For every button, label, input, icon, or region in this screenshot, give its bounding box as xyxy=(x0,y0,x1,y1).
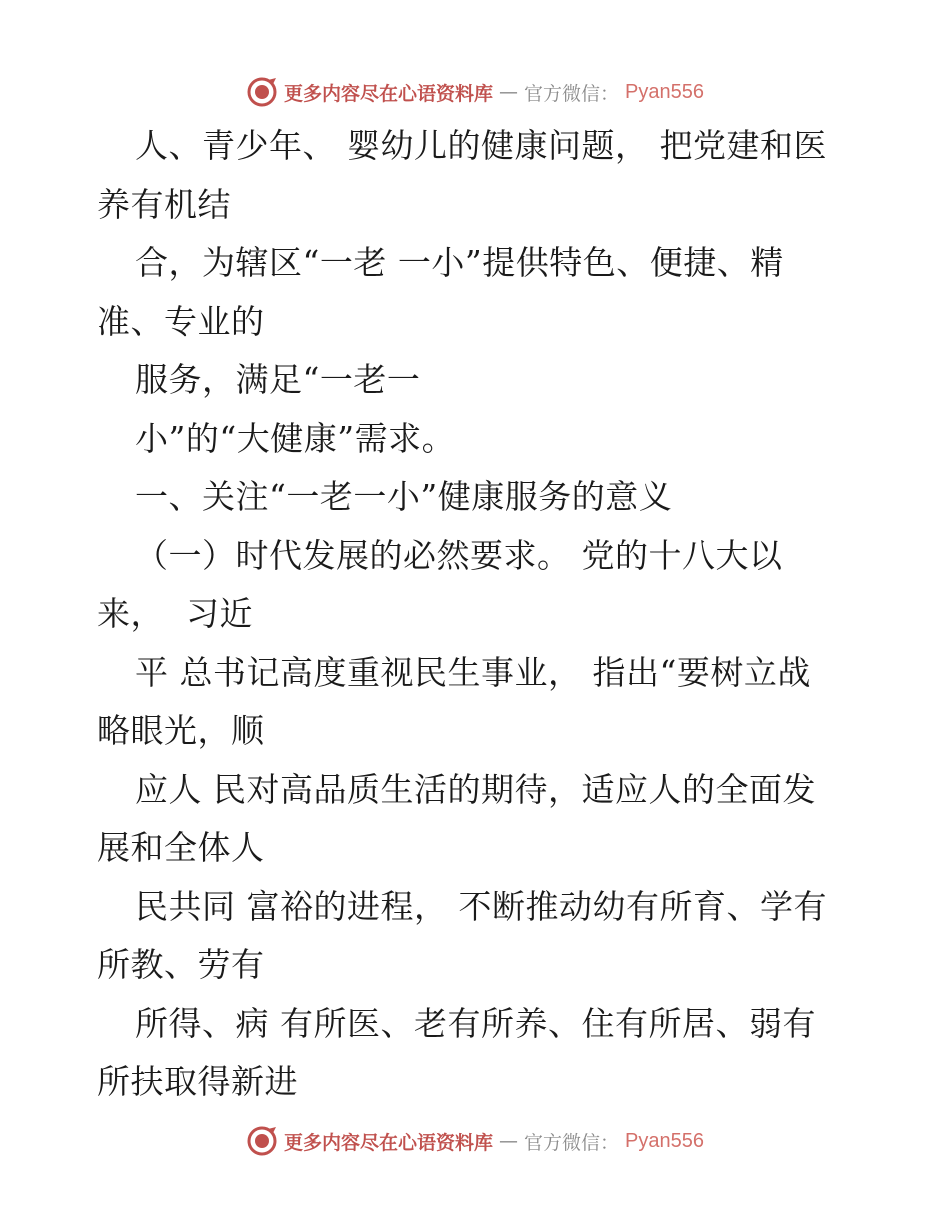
body-text-line: 小”的“大健康”需求。 xyxy=(135,418,456,458)
body-text-line: 展和全体人 xyxy=(97,828,265,867)
body-text-line: 略眼光，顺 xyxy=(97,711,265,750)
watermark-wechat-label: 官方微信： xyxy=(524,1131,620,1154)
body-text-line: 来， 习近 xyxy=(97,594,253,633)
body-text-line: 所扶取得新进 xyxy=(97,1062,298,1101)
body-text-line: （一）时代发展的必然要求。 党的十八大以 xyxy=(135,535,783,575)
body-text-line: 平 总书记高度重视民生事业， 指出“要树立战 xyxy=(135,652,811,692)
body-text-line: 服务，满足“一老一 xyxy=(135,360,421,399)
body-text-line: 人、青少年、 婴幼儿的健康问题， 把党建和医 xyxy=(135,126,827,165)
footer-watermark xyxy=(0,1121,950,1161)
body-text-line: 准、专业的 xyxy=(97,301,265,341)
logo-icon xyxy=(246,1125,278,1157)
watermark-separator: — xyxy=(499,1130,519,1152)
header-watermark xyxy=(0,72,950,112)
body-text-line: 所得、病 有所医、老有所养、住有所居、弱有 xyxy=(135,1003,816,1043)
logo-icon xyxy=(246,76,278,108)
body-text-line: 民共同 富裕的进程， 不断推动幼有所育、学有 xyxy=(135,886,827,926)
watermark-title: 更多内容尽在心语资料库 xyxy=(284,82,494,105)
body-text-line: 养有机结 xyxy=(97,184,231,224)
watermark-wechat-id: Pyan556 xyxy=(625,1129,704,1152)
body-text-line: 一、关注“一老一小”健康服务的意义 xyxy=(135,477,673,516)
body-text-line: 合，为辖区“一老 一小”提供特色、便捷、精 xyxy=(135,243,784,282)
watermark-wechat-label: 官方微信： xyxy=(524,82,620,105)
watermark-wechat-id: Pyan556 xyxy=(625,80,704,103)
body-text-line: 所教、劳有 xyxy=(97,945,265,984)
watermark-title: 更多内容尽在心语资料库 xyxy=(284,1131,494,1154)
watermark-separator: — xyxy=(499,81,519,103)
body-text-line: 应人 民对高品质生活的期待，适应人的全面发 xyxy=(135,769,816,809)
